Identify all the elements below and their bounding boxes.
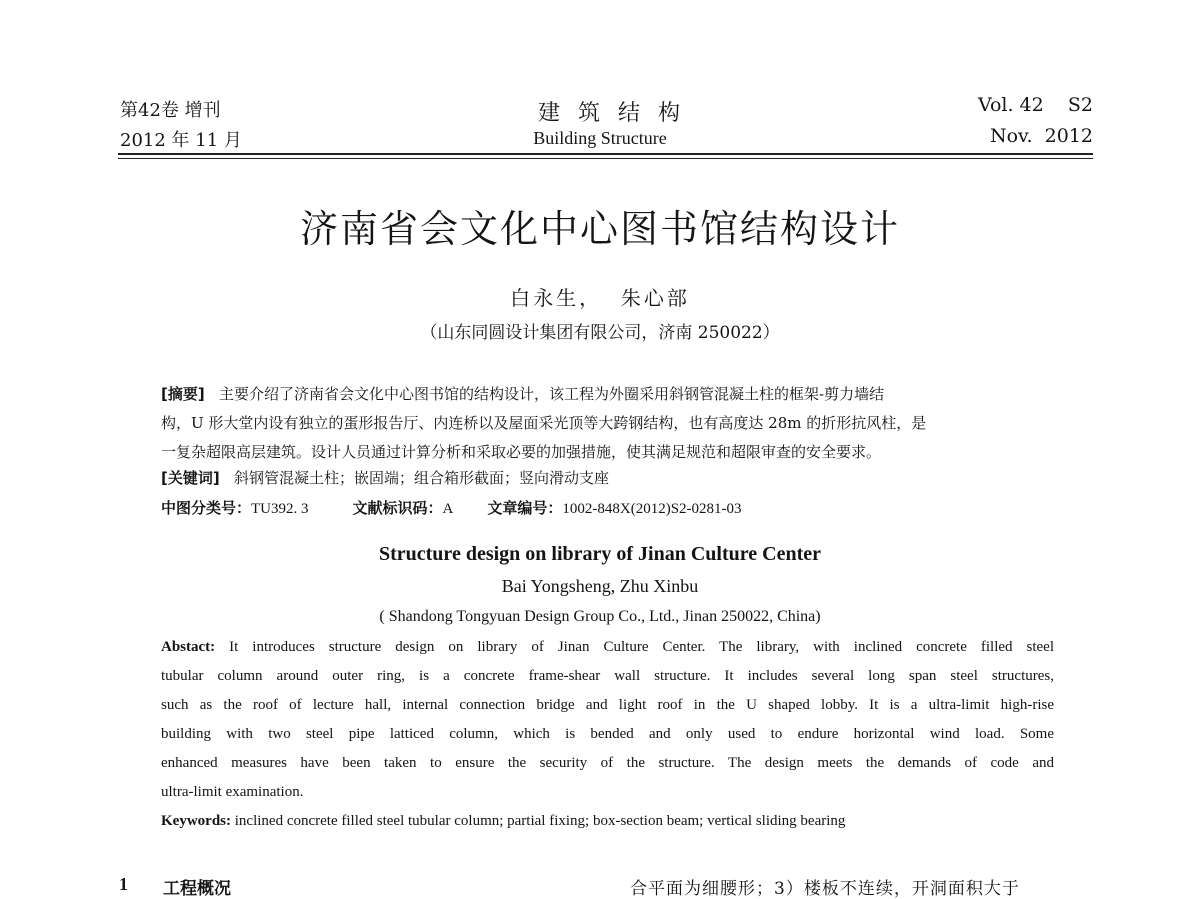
section-number: 1 [119,874,128,894]
date-cn: 2012 年 11 月 [120,130,242,151]
abstract-en-line: ultra-limit examination. [161,784,304,800]
classification-row [161,497,742,518]
keywords-label-en: Keywords: [161,813,231,829]
journal-name-cn: 建筑结构 [537,101,698,126]
abstract-cn-line: 构，U 形大堂内设有独立的蛋形报告厅、内连桥以及屋面采光顶等大跨钢结构，也有高度达 28m 的折形抗风柱，是 [161,414,927,432]
abstract-en-text: such as the roof of lecture hall, internal connection bridge and light roof in the U shaped lobby. It is a ultra-limit high-rise [161,697,1054,713]
keywords-en-row [161,813,845,830]
abstract-en-line [161,755,1054,772]
doc-code-label: 文献标识码： [352,499,443,517]
date-en: Nov. 2012 [989,125,1093,147]
abstract-en-line-inner [161,639,1054,656]
keywords-cn-row [161,467,609,488]
article-title-cn: 济南省会文化中心图书馆结构设计 [299,207,900,251]
article-no-value: 1002-848X(2012)S2-0281-03 [562,501,742,517]
article-no-label: 文章编号： [487,499,563,517]
keywords-en: inclined concrete filled steel tubular column; partial fixing; box-section beam; vertical sliding bearing [234,813,846,829]
abstract-cn-line [161,380,1061,409]
abstract-cn [161,380,1061,467]
header-rule-thin [118,158,1093,159]
authors-cn: 白永生， 朱心部 [510,286,690,310]
volume-en: Vol. 42 S2 [977,94,1093,116]
clc-label: 中图分类号： [161,499,252,517]
abstract-en-line [161,668,1054,685]
keywords-cn: 斜钢管混凝土柱；嵌固端；组合箱形截面；竖向滑动支座 [234,469,610,487]
section-title: 工程概况 [163,879,231,899]
right-column-text: 合平面为细腰形；3）楼板不连续，开洞面积大于 [630,879,1020,899]
abstract-en-text: tubular column around outer ring, is a concrete frame-shear wall structure. It includes several long span steel structures, [161,668,1054,684]
abstract-en-line [161,726,1054,743]
abstract-en-text: building with two steel pipe latticed column, which is bended and only used to endure horizontal wind load. Some [161,726,1054,742]
affiliation-en: ( Shandong Tongyuan Design Group Co., Ltd., Jinan 250022, China) [379,608,821,625]
journal-name-en: Building Structure [533,128,667,148]
clc-value: TU392. 3 [251,501,309,517]
header-rule-thick [118,153,1093,155]
doc-code-value: A [442,501,454,517]
keywords-label-cn: [关键词] [161,469,220,487]
abstract-cn-text: 主要介绍了济南省会文化中心图书馆的结构设计，该工程为外圈采用斜钢管混凝土柱的框架-剪力墙结 [219,385,885,403]
abstract-cn-line: 一复杂超限高层建筑。设计人员通过计算分析和采取必要的加强措施，使其满足规范和超限审查的安全要求。 [161,443,882,461]
volume-cn: 第42卷 增刊 [120,100,221,121]
abstract-en-text: It introduces structure design on library of Jinan Culture Center. The library, with inclined concrete filled steel [229,639,1055,655]
abstract-en-line [161,697,1054,714]
abstract-label-cn: [摘要] [161,385,205,403]
abstract-en-text: enhanced measures have been taken to ensure the security of the structure. The design meets the demands of code and [161,755,1054,771]
article-title-en: Structure design on library of Jinan Culture Center [378,543,822,565]
abstract-label-en: Abstact: [161,639,216,655]
affiliation-cn: （山东同圆设计集团有限公司，济南 250022） [420,323,780,343]
abstract-en-line [161,639,1054,656]
authors-en: Bai Yongsheng, Zhu Xinbu [501,576,699,596]
